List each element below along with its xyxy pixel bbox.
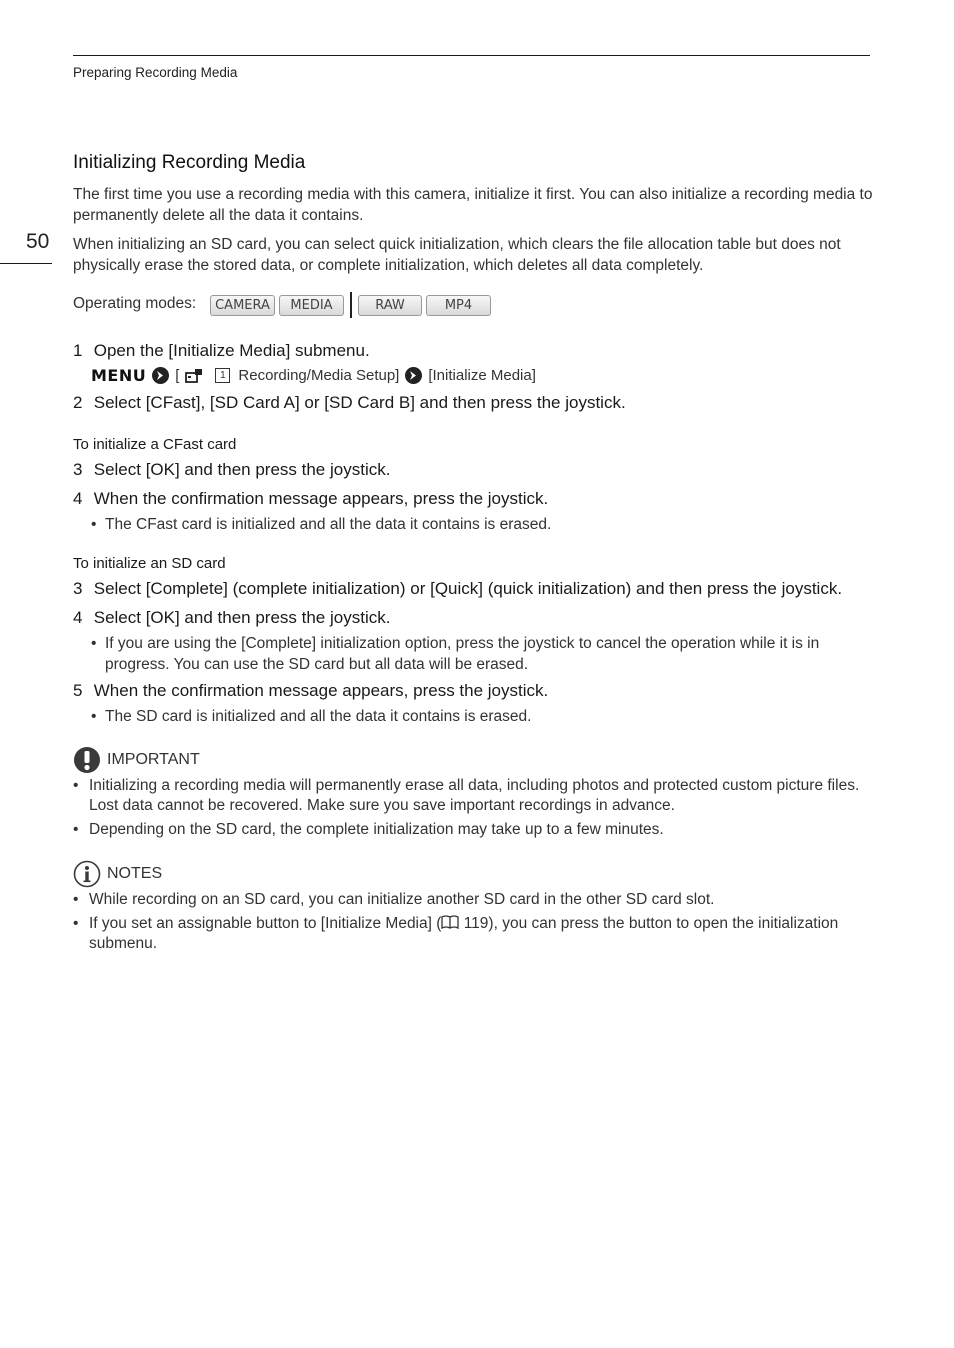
page-number: 50 xyxy=(26,230,50,253)
sd-subheading: To initialize an SD card xyxy=(73,555,226,572)
tab-number: 1 xyxy=(215,368,230,383)
camera-setup-icon xyxy=(185,368,203,384)
mode-mp4-chip: MP4 xyxy=(426,295,491,316)
intro-paragraph-2: When initializing an SD card, you can select quick initialization, which clears the file allocation table but does not physically erase the stored data, or complete initialization, which deletes all data completely. xyxy=(73,236,841,274)
notes-bullet-2: • If you set an assignable button to [Initialize Media] ( 119), you can press the button to open the initialization submenu. xyxy=(73,914,873,954)
operating-modes-label: Operating modes: xyxy=(73,295,197,312)
mode-raw-chip: RAW xyxy=(358,295,422,316)
header-rule xyxy=(73,55,870,56)
section-title: Initializing Recording Media xyxy=(73,152,306,173)
cfast-step-3: 3 Select [OK] and then press the joystick. xyxy=(73,460,391,479)
notes-heading: NOTES xyxy=(73,860,162,888)
menu-item-label: [Initialize Media] xyxy=(428,367,536,384)
important-bullet-1: • Initializing a recording media will permanently erase all data, including photos and protected custom picture files. Lost data cannot be recovered. Make sure you save important recordings in advance. xyxy=(73,776,873,816)
sd-step-3: 3 Select [Complete] (complete initialization) or [Quick] (quick initialization) and then press the joystick. xyxy=(73,579,843,598)
sd-bullet-1: • If you are using the [Complete] initialization option, press the joystick to cancel the operation while it is in progress. You can use the SD card but all data will be erased. xyxy=(91,633,871,675)
book-reference-icon xyxy=(441,915,459,929)
menu-setup-label: Recording/Media Setup] xyxy=(238,367,400,384)
cfast-step-4: 4 When the confirmation message appears, press the joystick. xyxy=(73,489,549,508)
important-bullet-2: • Depending on the SD card, the complete initialization may take up to a few minutes. xyxy=(73,820,873,840)
menu-label: MENU xyxy=(91,366,147,385)
info-icon xyxy=(73,860,101,888)
intro-paragraph-1: The first time you use a recording media with this camera, initialize it first. You can also initialize a recording media to permanently delete all the data it contains. xyxy=(73,186,873,224)
notes-bullet-1: • While recording on an SD card, you can initialize another SD card in the other SD card slot. xyxy=(73,890,873,910)
important-heading: IMPORTANT xyxy=(73,746,200,774)
step-1: 1 Open the [Initialize Media] submenu. xyxy=(73,341,370,360)
sd-step-4: 4 Select [OK] and then press the joystick. xyxy=(73,608,391,627)
step-2: 2 Select [CFast], [SD Card A] or [SD Card B] and then press the joystick. xyxy=(73,393,626,412)
mode-divider xyxy=(350,292,352,318)
important-icon xyxy=(73,746,101,774)
cfast-subheading: To initialize a CFast card xyxy=(73,436,237,453)
sd-bullet-2: • The SD card is initialized and all the data it contains is erased. xyxy=(91,706,871,727)
mode-camera-chip: CAMERA xyxy=(210,295,275,316)
menu-bracket-open: [ xyxy=(175,367,180,384)
running-head: Preparing Recording Media xyxy=(73,65,238,80)
menu-path xyxy=(91,366,536,385)
sd-step-5: 5 When the confirmation message appears, press the joystick. xyxy=(73,681,549,700)
menu-arrow-icon xyxy=(405,367,422,384)
page-number-rule xyxy=(0,263,52,264)
menu-arrow-icon xyxy=(152,367,169,384)
mode-media-chip: MEDIA xyxy=(279,295,344,316)
cfast-bullet: • The CFast card is initialized and all the data it contains is erased. xyxy=(91,514,871,535)
